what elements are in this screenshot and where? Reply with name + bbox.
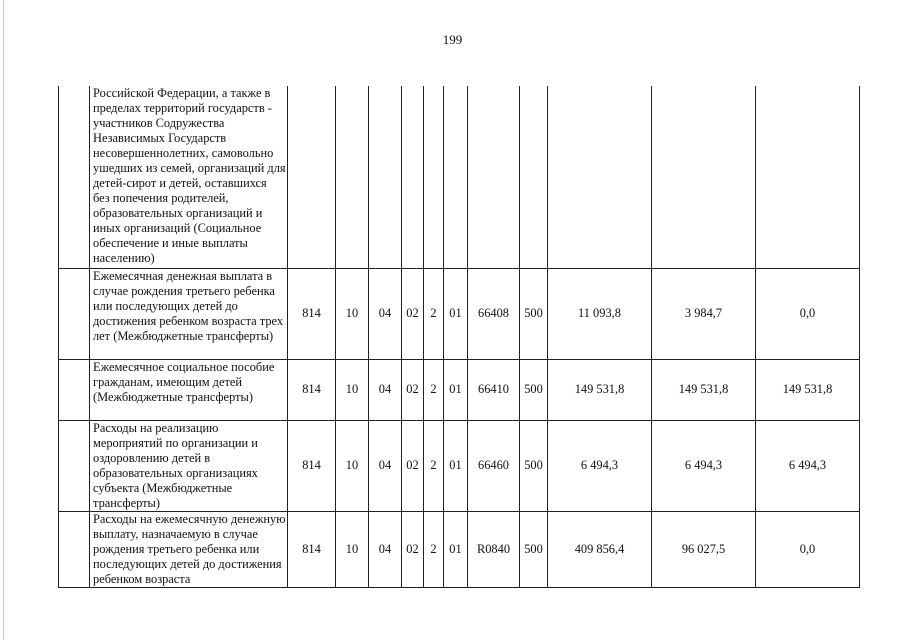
row-number-cell xyxy=(59,511,90,587)
subprogram-cell: 2 xyxy=(424,359,444,420)
row-number-cell xyxy=(59,420,90,511)
main-event-cell: 01 xyxy=(444,511,468,587)
section-cell: 10 xyxy=(336,268,369,359)
sum-year-2-cell: 3 984,7 xyxy=(652,268,756,359)
subprogram-cell: 2 xyxy=(424,511,444,587)
sum-year-1-cell: 409 856,4 xyxy=(548,511,652,587)
program-cell xyxy=(402,86,424,268)
sum-year-2-cell: 6 494,3 xyxy=(652,420,756,511)
section-cell: 10 xyxy=(336,359,369,420)
main-event-cell: 01 xyxy=(444,268,468,359)
ministry-cell: 814 xyxy=(288,268,336,359)
main-event-cell: 01 xyxy=(444,359,468,420)
expense-type-cell: 500 xyxy=(520,359,548,420)
sum-year-2-cell xyxy=(652,86,756,268)
program-cell: 02 xyxy=(402,511,424,587)
program-cell: 02 xyxy=(402,268,424,359)
table-row xyxy=(59,86,860,268)
sum-year-2-cell: 96 027,5 xyxy=(652,511,756,587)
program-cell: 02 xyxy=(402,420,424,511)
description-cell: Ежемесячная денежная выплата в случае рождения третьего ребенка или последующих детей до достижения ребенком возраста трех лет (Межбюджетные трансферты) xyxy=(90,268,288,359)
main-event-cell xyxy=(444,86,468,268)
subprogram-cell: 2 xyxy=(424,268,444,359)
expense-type-cell: 500 xyxy=(520,511,548,587)
ministry-cell: 814 xyxy=(288,420,336,511)
description-cell: Расходы на реализацию мероприятий по организации и оздоровлению детей в образовательных организациях субъекта (Межбюджетные трансферты) xyxy=(90,420,288,511)
expense-type-cell: 500 xyxy=(520,268,548,359)
row-number-cell xyxy=(59,268,90,359)
ministry-cell xyxy=(288,86,336,268)
description-cell: Ежемесячное социальное пособие гражданам, имеющим детей (Межбюджетные трансферты) xyxy=(90,359,288,420)
page-number: 199 xyxy=(442,32,463,47)
subsection-cell xyxy=(369,86,402,268)
sum-year-3-cell: 6 494,3 xyxy=(756,420,860,511)
expense-type-cell xyxy=(520,86,548,268)
section-cell: 10 xyxy=(336,511,369,587)
ministry-cell: 814 xyxy=(288,511,336,587)
direction-cell: 66410 xyxy=(468,359,520,420)
expense-type-cell: 500 xyxy=(520,420,548,511)
program-cell: 02 xyxy=(402,359,424,420)
direction-cell: R0840 xyxy=(468,511,520,587)
sum-year-1-cell: 11 093,8 xyxy=(548,268,652,359)
ministry-cell: 814 xyxy=(288,359,336,420)
description-cell: Российской Федерации, а также в пределах территорий государств - участников Содружества Независимых Государств несовершеннолетних, самовольно ушедших из семей, организаций для детей-сирот и детей, оставшихся без попечения родителей, образовательных организаций и иных организаций (Социальное обеспечение и иные выплаты населению) xyxy=(90,86,288,268)
table-row xyxy=(59,268,860,359)
section-cell: 10 xyxy=(336,420,369,511)
sum-year-3-cell: 0,0 xyxy=(756,511,860,587)
section-cell xyxy=(336,86,369,268)
row-number-cell xyxy=(59,359,90,420)
sum-year-3-cell xyxy=(756,86,860,268)
budget-table xyxy=(58,86,860,588)
sum-year-3-cell: 149 531,8 xyxy=(756,359,860,420)
subsection-cell: 04 xyxy=(369,359,402,420)
direction-cell: 66460 xyxy=(468,420,520,511)
row-number-cell xyxy=(59,86,90,268)
table-row xyxy=(59,511,860,587)
direction-cell xyxy=(468,86,520,268)
subsection-cell: 04 xyxy=(369,420,402,511)
table-row xyxy=(59,420,860,511)
sum-year-1-cell: 6 494,3 xyxy=(548,420,652,511)
sum-year-3-cell: 0,0 xyxy=(756,268,860,359)
subprogram-cell xyxy=(424,86,444,268)
direction-cell: 66408 xyxy=(468,268,520,359)
table-row xyxy=(59,359,860,420)
subsection-cell: 04 xyxy=(369,511,402,587)
subsection-cell: 04 xyxy=(369,268,402,359)
sum-year-1-cell: 149 531,8 xyxy=(548,359,652,420)
sum-year-1-cell xyxy=(548,86,652,268)
subprogram-cell: 2 xyxy=(424,420,444,511)
scan-margin-line xyxy=(3,0,4,640)
main-event-cell: 01 xyxy=(444,420,468,511)
sum-year-2-cell: 149 531,8 xyxy=(652,359,756,420)
description-cell: Расходы на ежемесячную денежную выплату, назначаемую в случае рождения третьего ребенка или последующих детей до достижения ребенком возраста xyxy=(90,511,288,587)
